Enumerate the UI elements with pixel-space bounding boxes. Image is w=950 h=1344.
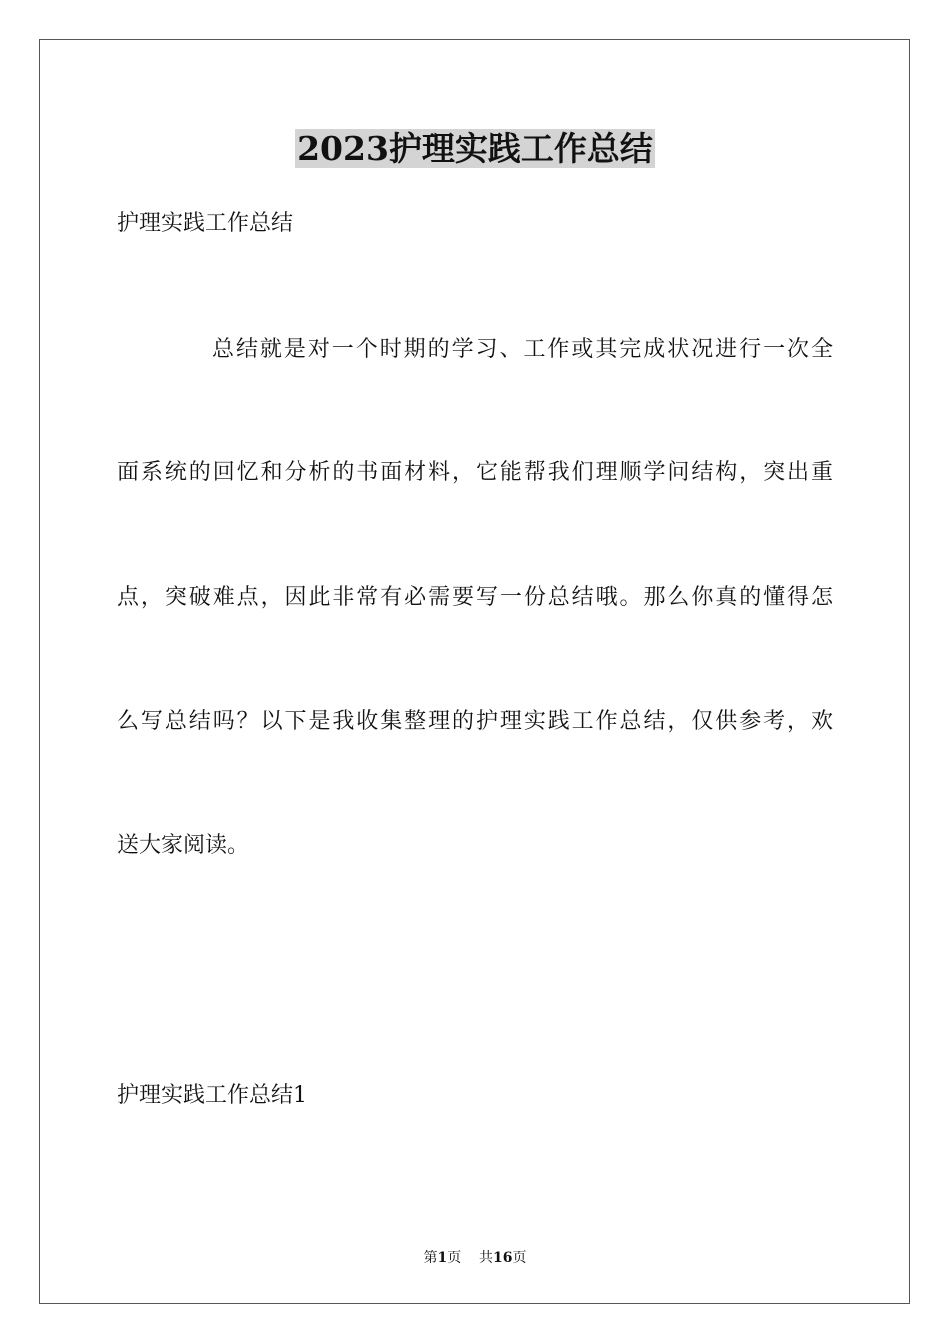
intro-line-2: 面系统的回忆和分析的书面材料，它能帮我们理顺学问结构，突出重 [117,460,833,485]
footer-page-number: 1 [437,1250,448,1266]
document-title [0,126,950,172]
footer-total-prefix: 共 [479,1250,494,1266]
intro-line-5: 送大家阅读。 [117,833,250,858]
section-heading: 护理实践工作总结1 [117,1083,307,1108]
intro-line-3: 点，突破难点，因此非常有必需要写一份总结哦。那么你真的懂得怎 [117,585,833,610]
intro-line-4: 么写总结吗？以下是我收集整理的护理实践工作总结，仅供参考，欢 [117,709,833,734]
footer-total-suffix: 页 [512,1250,527,1266]
footer-page-prefix: 第 [423,1250,438,1266]
document-subtitle: 护理实践工作总结 [117,211,294,236]
intro-line-1: 总结就是对一个时期的学习、工作或其完成状况进行一次全 [212,337,833,362]
footer-page-suffix: 页 [447,1250,462,1266]
document-title-text: 2023护理实践工作总结 [297,129,653,168]
footer-total-pages: 16 [493,1250,513,1266]
page-footer [0,1248,950,1268]
